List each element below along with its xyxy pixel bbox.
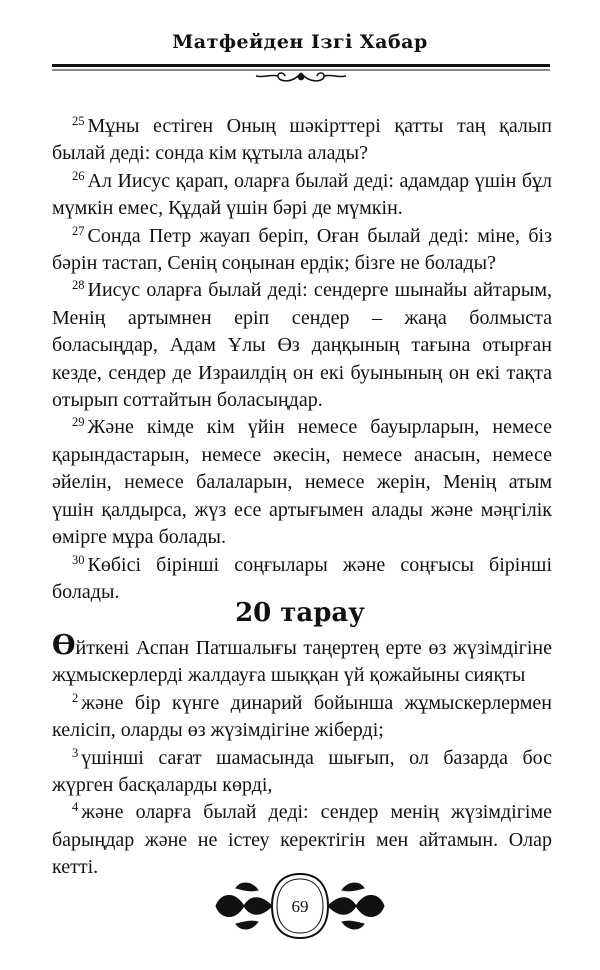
- verse-number: 26: [72, 168, 85, 183]
- verse-text: үшінші сағат шамасында шығып, ол базарда бос жүрген басқаларды көрді,: [52, 746, 552, 797]
- chapter-20-verses: [52, 630, 552, 882]
- verse-text: йткені Аспан Патшалығы таңертең ерте өз жүзімдігіне жұмыскерлерді жалдауға шыққан үй қожайыны сияқты: [52, 637, 552, 687]
- verse-number: 4: [72, 800, 79, 815]
- verse-number: 2: [72, 690, 79, 705]
- verse-29: [52, 414, 552, 551]
- verse-number: 28: [72, 278, 85, 293]
- verse-3: [52, 745, 552, 800]
- chapter-19-verses: [52, 113, 552, 606]
- verse-26: [52, 168, 552, 223]
- verse-2: [52, 690, 552, 745]
- page-number: 69: [291, 897, 309, 916]
- verse-text: Көбісі бірінші соңғылары және соңғысы бірінші болады.: [52, 553, 552, 603]
- verse-1: [52, 630, 552, 690]
- verse-28: [52, 277, 552, 414]
- verse-text: және оларға былай деді: сендер менің жүзімдігіме барыңдар және не істеу керектігін мен айтамын. Олар кетті.: [52, 801, 552, 879]
- verse-number: 29: [72, 415, 85, 430]
- drop-cap: Ө: [52, 630, 76, 661]
- verse-text: Иисус оларға былай деді: сендерге шынайы айтарым, Менің артымнен еріп сендер – жаңа болмыста боласыңдар, Адам Ұлы Өз даңқының тағына отырған кезде, сендер де Израилдің он екі буынының он екі тақта отырып соттайтын боласыңдар.: [52, 279, 552, 412]
- verse-number: 27: [72, 223, 85, 238]
- flourish-icon: [256, 73, 346, 81]
- verse-text: Және кімде кім үйін немесе бауырларын, немесе қарындастарын, немесе әкесін, немесе анасын, немесе әйелін, немесе балаларын, немесе жерін, Менің атым үшін қалдырса, жүз есе артығымен алады және мәңгілік өмірге мұра болады.: [52, 416, 552, 549]
- verse-text: және бір күнге динарий бойынша жұмыскерлермен келісіп, оларды өз жүзімдігіне жіберді;: [52, 691, 552, 742]
- header-rule-ornament: [52, 64, 550, 84]
- verse-text: Сонда Петр жауап беріп, Оған былай деді: міне, біз бәрін тастап, Сенің соңынан ердік; бізге не болады?: [52, 224, 552, 275]
- verse-number: 25: [72, 114, 85, 128]
- chapter-title: 20 тарау: [235, 598, 365, 628]
- verse-number: 30: [72, 552, 85, 567]
- verse-text: Мұны естіген Оның шәкірттері қатты таң қалып былай деді: сонда кім құтыла алады?: [52, 115, 552, 165]
- verse-27: [52, 223, 552, 278]
- verse-text: Ал Иисус қарап, оларға былай деді: адамдар үшін бұл мүмкін емес, Құдай үшін бәрі де мүмкін.: [52, 169, 552, 220]
- verse-number: 3: [72, 745, 79, 760]
- running-title: Матфейден Ізгі Хабар: [172, 31, 428, 53]
- verse-25: [52, 113, 552, 168]
